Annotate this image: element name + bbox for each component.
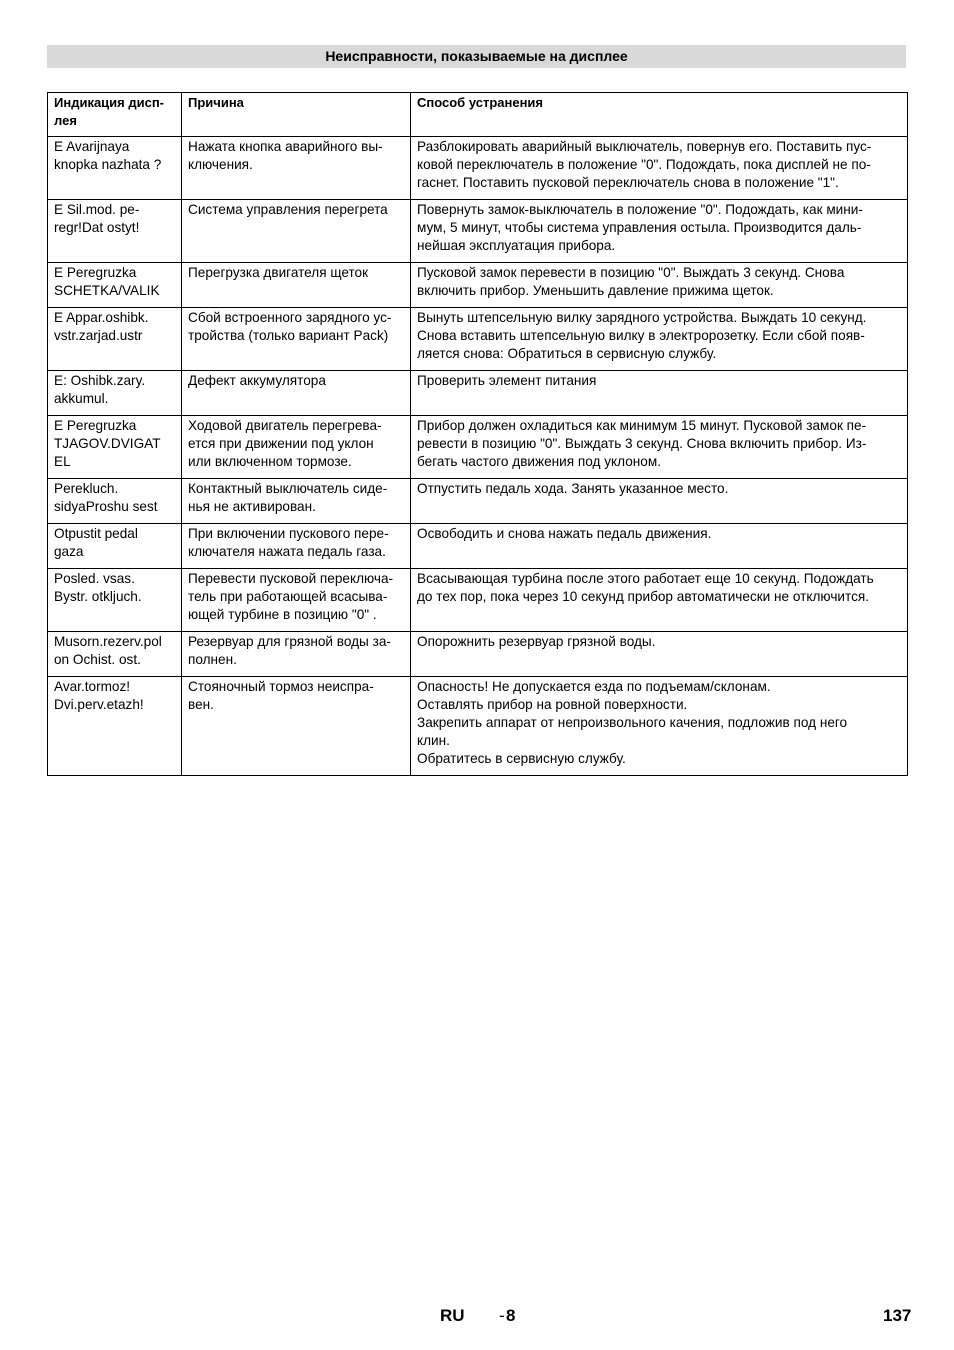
display-cell: Perekluch. sidyaProshu sest (48, 479, 182, 524)
remedy-cell: Опасность! Не допускается езда по подъемам/склонам. Оставлять прибор на ровной поверхности. Закрепить аппарат от непроизвольного качения, подложив под него клин. Обратитесь в сервисную службу. (411, 677, 908, 776)
cause-cell: Сбой встроенного зарядного ус- тройства (только вариант Pack) (182, 308, 411, 371)
remedy-cell: Проверить элемент питания (411, 371, 908, 416)
footer-separator: - (499, 1306, 505, 1325)
footer-language: RU (440, 1306, 465, 1325)
remedy-cell: Отпустить педаль хода. Занять указанное место. (411, 479, 908, 524)
display-cell: Musorn.rezerv.pol on Ochist. ost. (48, 632, 182, 677)
display-cell: E Peregruzka SCHETKA/VALIK (48, 263, 182, 308)
display-cell: E Peregruzka TJAGOV.DVIGAT EL (48, 416, 182, 479)
header-display: Индикация дисп- лея (48, 93, 182, 137)
footer-sub-page: 8 (506, 1306, 516, 1325)
remedy-cell: Прибор должен охладиться как минимум 15 минут. Пусковой замок пе- ревести в позицию "0". Выждать 3 секунд. Снова включить прибор. Из- бегать частого движения под уклоном. (411, 416, 908, 479)
display-cell: Posled. vsas. Bystr. otkljuch. (48, 569, 182, 632)
footer-page-number: 137 (883, 1306, 912, 1325)
table-row (48, 263, 908, 308)
cause-cell: Контактный выключатель сиде- нья не активирован. (182, 479, 411, 524)
display-cell: E Avarijnaya knopka nazhata ? (48, 137, 182, 200)
display-cell: E Sil.mod. pe- regr!Dat ostyt! (48, 200, 182, 263)
table-row (48, 632, 908, 677)
table-row (48, 137, 908, 200)
fault-table (47, 92, 908, 776)
table-row (48, 308, 908, 371)
remedy-cell: Вынуть штепсельную вилку зарядного устройства. Выждать 10 секунд. Снова вставить штепсельную вилку в электророзетку. Если сбой появ- ляется снова: Обратиться в сервисную службу. (411, 308, 908, 371)
cause-cell: Перевести пусковой переключа- тель при работающей всасыва- ющей турбине в позицию "0" . (182, 569, 411, 632)
cause-cell: Нажата кнопка аварийного вы- ключения. (182, 137, 411, 200)
cause-cell: При включении пускового пере- ключателя нажата педаль газа. (182, 524, 411, 569)
display-cell: Avar.tormoz! Dvi.perv.etazh! (48, 677, 182, 776)
table-row (48, 479, 908, 524)
remedy-cell: Повернуть замок-выключатель в положение "0". Подождать, как мини- мум, 5 минут, чтобы система управления остыла. Производится даль- нейшая эксплуатация прибора. (411, 200, 908, 263)
cause-cell: Резервуар для грязной воды за- полнен. (182, 632, 411, 677)
table-row (48, 371, 908, 416)
table-row (48, 677, 908, 776)
table-row (48, 569, 908, 632)
remedy-cell: Пусковой замок перевести в позицию "0". Выждать 3 секунд. Снова включить прибор. Уменьшить давление прижима щеток. (411, 263, 908, 308)
remedy-cell: Опорожнить резервуар грязной воды. (411, 632, 908, 677)
remedy-cell: Всасывающая турбина после этого работает еще 10 секунд. Подождать до тех пор, пока через 10 секунд прибор автоматически не отключится. (411, 569, 908, 632)
remedy-cell: Разблокировать аварийный выключатель, повернув его. Поставить пус- ковой переключатель в положение "0". Подождать, пока дисплей не по- гаснет. Поставить пусковой переключатель снова в положение "1". (411, 137, 908, 200)
cause-cell: Система управления перегрета (182, 200, 411, 263)
display-cell: E Appar.oshibk. vstr.zarjad.ustr (48, 308, 182, 371)
cause-cell: Перегрузка двигателя щеток (182, 263, 411, 308)
display-cell: Otpustit pedal gaza (48, 524, 182, 569)
table-row (48, 416, 908, 479)
remedy-cell: Освободить и снова нажать педаль движения. (411, 524, 908, 569)
cause-cell: Ходовой двигатель перегрева- ется при движении под уклон или включенном тормозе. (182, 416, 411, 479)
display-cell: E: Oshibk.zary. akkumul. (48, 371, 182, 416)
table-header-row (48, 93, 908, 137)
table-row (48, 200, 908, 263)
cause-cell: Стояночный тормоз неиспра- вен. (182, 677, 411, 776)
cause-cell: Дефект аккумулятора (182, 371, 411, 416)
section-title: Неисправности, показываемые на дисплее (47, 45, 906, 68)
header-remedy: Способ устранения (411, 93, 908, 137)
table-row (48, 524, 908, 569)
header-cause: Причина (182, 93, 411, 137)
